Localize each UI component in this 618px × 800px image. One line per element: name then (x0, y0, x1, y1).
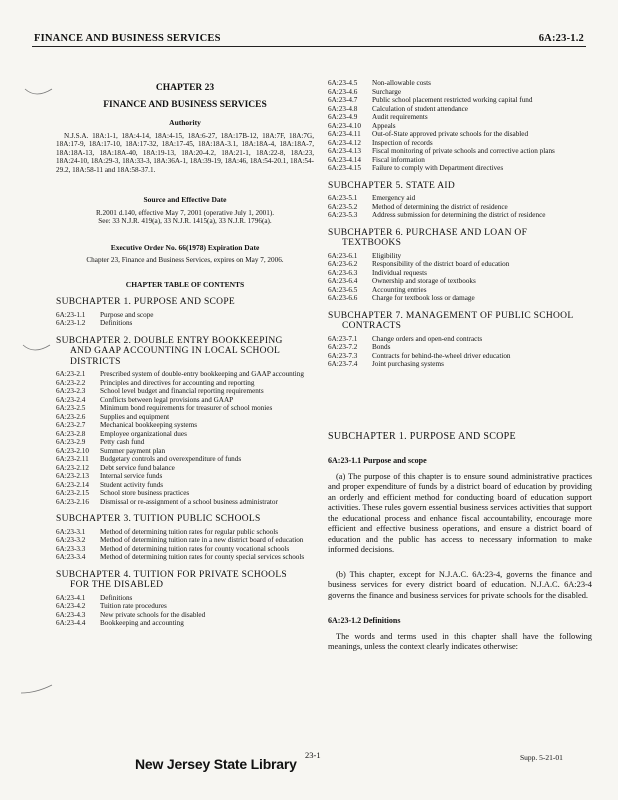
toc-entry (328, 164, 592, 173)
toc-entry-number: 6A:23-4.9 (328, 113, 358, 121)
source-heading: Source and Effective Date (143, 195, 227, 204)
subchapter-heading-line: CONTRACTS (342, 321, 402, 331)
toc-entry (328, 194, 592, 203)
toc-entry-number: 6A:23-7.4 (328, 360, 358, 368)
toc-entry-title: Individual requests (372, 268, 427, 277)
toc-entry-title: Summer payment plan (100, 446, 166, 455)
toc-entry (328, 156, 592, 165)
toc-entry (328, 96, 592, 105)
toc-entry-title: Prescribed system of double-entry bookkeeping and GAAP accounting (100, 370, 304, 378)
toc-entry-title: Purpose and scope (100, 310, 154, 319)
toc-entry-title: Budgetary controls and overexpenditure of funds (100, 455, 242, 463)
toc-entry-number: 6A:23-1.2 (56, 319, 86, 327)
toc-entry (56, 611, 314, 620)
toc-entry (56, 464, 314, 473)
toc-entry-number: 6A:23-7.2 (328, 343, 358, 351)
toc-entry (56, 602, 314, 611)
toc-entry (56, 370, 314, 379)
toc-entry-number: 6A:23-4.4 (56, 619, 86, 627)
margin-mark-3 (20, 684, 54, 696)
toc-entry-title: Non-allowable costs (372, 79, 431, 87)
toc-entry-title: Supplies and equipment (100, 412, 170, 421)
section-1-1-para-a: (a) The purpose of this chapter is to ensure sound administrative practices and proper expenditure of funds by a district board of education by providing an orderly and efficient method for conducting board of education support activities. These rules govern essential business services activities that support the educational process and enhance fiscal accountability, encourage more efficient and effective business operations, and ensure a district board of education and the public has access to necessary information to make informed decisions. (328, 471, 592, 554)
subchapter-heading (56, 570, 314, 591)
section-1-2-intro: The words and terms used in this chapter shall have the following meanings, unless the context clearly indicates otherwise: (328, 631, 592, 651)
toc-entry-number: 6A:23-3.2 (56, 536, 86, 544)
toc-entry-title: Student activity funds (100, 480, 164, 489)
toc-entry-title: Emergency aid (372, 194, 416, 202)
toc-entry-number: 6A:23-3.1 (56, 527, 86, 536)
toc-entry-number: 6A:23-4.15 (328, 164, 361, 172)
toc-entry-number: 6A:23-2.2 (56, 378, 86, 387)
toc-entry-title: Internal service funds (100, 472, 163, 480)
toc-entry (328, 203, 592, 212)
subchapter-heading-line: FOR THE DISABLED (70, 580, 164, 590)
toc-entry-title: Responsibility of the district board of education (372, 260, 510, 268)
toc-entry-number: 6A:23-4.1 (56, 593, 86, 602)
toc-entry-title: Out-of-State approved private schools for the disabled (372, 130, 529, 138)
subchapter-heading (56, 297, 314, 308)
subchapter-heading (56, 514, 314, 525)
toc-entry-title: Joint purchasing systems (372, 360, 444, 368)
toc-entry-number: 6A:23-4.12 (328, 138, 361, 147)
toc-entry (328, 260, 592, 269)
running-header-section: 6A:23-1.2 (538, 33, 584, 44)
toc-entry-title: Conflicts between legal provisions and GAAP (100, 395, 234, 404)
toc-entry-number: 6A:23-4.11 (328, 130, 361, 138)
toc-entry-number: 6A:23-6.6 (328, 294, 358, 302)
toc-entry-title: Tuition rate procedures (100, 602, 167, 610)
toc-entry-number: 6A:23-2.8 (56, 429, 86, 438)
section-1-1-title: 6A:23-1.1 Purpose and scope (328, 456, 427, 465)
margin-mark-2 (22, 342, 52, 356)
toc-entry (56, 528, 314, 537)
toc-entry-number: 6A:23-4.13 (328, 147, 361, 155)
toc-entry-title: Definitions (100, 593, 133, 602)
toc-entry (56, 553, 314, 562)
toc-entry-title: Employee organizational dues (100, 429, 187, 438)
toc-right-list (328, 181, 592, 369)
toc-entry-number: 6A:23-2.11 (56, 455, 89, 463)
section-1-2-title: 6A:23-1.2 Definitions (328, 616, 401, 625)
toc-entry-title: New private schools for the disabled (100, 610, 206, 619)
toc-entry-title: Dismissal or re-assignment of a school business administrator (100, 497, 278, 506)
toc-entry (56, 319, 314, 328)
toc-entry-title: Public school placement restricted working capital fund (372, 96, 533, 104)
toc-entry (328, 113, 592, 122)
header-rule (32, 46, 586, 47)
toc-entry-number: 6A:23-6.4 (328, 277, 358, 285)
toc-entry-title: Method of determining tuition rates for regular public schools (100, 527, 279, 536)
toc-entry-number: 6A:23-2.13 (56, 472, 89, 480)
toc-entry (56, 472, 314, 481)
body-subchapter-heading: SUBCHAPTER 1. PURPOSE AND SCOPE (328, 430, 516, 442)
subchapter-heading-line: SUBCHAPTER 7. MANAGEMENT OF PUBLIC SCHOOL (328, 310, 574, 321)
toc-entry-number: 6A:23-4.6 (328, 87, 358, 96)
toc-entry-number: 6A:23-2.16 (56, 497, 89, 506)
toc-entry-number: 6A:23-5.2 (328, 202, 358, 211)
toc-entry-title: Charge for textbook loss or damage (372, 294, 475, 302)
toc-entry-title: Accounting entries (372, 285, 427, 294)
source-line-2: See: 33 N.J.R. 419(a), 33 N.J.R. 1415(a), 33 N.J.R. 1796(a). (98, 217, 272, 225)
toc-entry (328, 130, 592, 139)
authority-text: N.J.S.A. 18A:1-1, 18A:4-14, 18A:4-15, 18A:6-27, 18A:17B-12, 18A:7F, 18A:7G, 18A:17-9, 18A:17-10, 18A:17-32, 18A:17-45, 18A:18A-3.1, 18A:18A-4, 18A:18A-7, 18A:18A-13, 18A:18A-40, 18A:19-13, 18A:20-4.2, 18A:21-1, 18A:22-8, 18A:23, 18A:24-10, 18A:29-3, 18A:33-3, 18A:36A-1, 18A:39-19, 18A:46, 18A:54-20.1, 18A:54-29.2, 18A:58-11 and 18A:58-37.1. (56, 131, 314, 174)
toc-entry-number: 6A:23-2.9 (56, 438, 86, 446)
toc-entry-number: 6A:23-5.1 (328, 194, 358, 202)
toc-entry-title: Mechanical bookkeeping systems (100, 421, 198, 429)
chapter-number: CHAPTER 23 (155, 83, 215, 93)
source-line-1: R.2001 d.140, effective May 7, 2001 (operative July 1, 2001). (95, 208, 275, 217)
toc-entry-number: 6A:23-3.3 (56, 544, 86, 553)
toc-entry (56, 489, 314, 498)
toc-entry-number: 6A:23-1.1 (56, 310, 86, 319)
toc-entry-title: Change orders and open-end contracts (372, 334, 483, 343)
toc-entry-number: 6A:23-4.7 (328, 96, 358, 104)
toc-entry-title: Minimum bond requirements for treasurer of school monies (100, 404, 273, 412)
subchapter-heading-line: SUBCHAPTER 3. TUITION PUBLIC SCHOOLS (56, 514, 261, 524)
toc-entry-number: 6A:23-6.5 (328, 285, 358, 294)
subchapter-heading-line: SUBCHAPTER 4. TUITION FOR PRIVATE SCHOOLS (56, 569, 288, 580)
section-1-1-para-b: (b) This chapter, except for N.J.A.C. 6A:23-4, governs the finance and business services for every district board of education. N.J.A.C. 6A:23-4 governs the finance and business services for private schools for the disabled. (328, 569, 592, 600)
toc-entry (56, 545, 314, 554)
toc-entry-title: Fiscal monitoring of private schools and corrective action plans (372, 147, 555, 155)
toc-entry-number: 6A:23-6.3 (328, 268, 358, 277)
toc-entry (328, 269, 592, 278)
toc-entry (56, 594, 314, 603)
toc-entry-title: Eligibility (372, 251, 402, 260)
toc-entry (328, 335, 592, 344)
toc-entry-number: 6A:23-6.1 (328, 251, 358, 260)
toc-entry-title: Bookkeeping and accounting (100, 619, 184, 627)
authority-heading: Authority (169, 118, 201, 127)
toc-entry (56, 481, 314, 490)
left-column (56, 80, 314, 628)
toc-entry (328, 352, 592, 361)
toc-entry (328, 277, 592, 286)
toc-entry-number: 6A:23-2.12 (56, 463, 89, 472)
toc-entry-title: School store business practices (100, 489, 190, 497)
toc-entry (56, 311, 314, 320)
toc-entry (56, 387, 314, 396)
toc-entry-title: School level budget and financial reporting requirements (100, 387, 264, 395)
subchapter-heading (328, 228, 592, 249)
toc-entry-title: Method of determining tuition rates for county vocational schools (100, 544, 290, 553)
toc-entry-number: 6A:23-4.14 (328, 155, 361, 164)
toc-entry (328, 343, 592, 352)
toc-entry-number: 6A:23-2.15 (56, 489, 89, 497)
toc-entry-title: Ownership and storage of textbooks (372, 277, 476, 285)
toc-entry (56, 498, 314, 507)
toc-entry (56, 430, 314, 439)
subchapter-heading (328, 181, 592, 192)
subchapter-heading-line: SUBCHAPTER 6. PURCHASE AND LOAN OF (328, 227, 528, 238)
toc-entry-title: Method of determining the district of residence (372, 202, 508, 211)
toc-entry (328, 211, 592, 220)
page-number: 23-1 (305, 750, 321, 760)
toc-entry-number: 6A:23-2.7 (56, 421, 86, 429)
toc-entry (56, 536, 314, 545)
toc-entry-title: Calculation of student attendance (372, 104, 468, 113)
toc-entry (56, 396, 314, 405)
executive-order-heading: Executive Order No. 66(1978) Expiration Date (110, 242, 260, 252)
toc-entry-title: Bonds (372, 343, 391, 351)
subchapter-heading (328, 311, 592, 332)
subchapter-heading-line: DISTRICTS (70, 356, 121, 367)
subchapter-heading-line: SUBCHAPTER 2. DOUBLE ENTRY BOOKKEEPING (56, 335, 283, 346)
toc-entry (328, 139, 592, 148)
toc-entry-title: Contracts for behind-the-wheel driver education (372, 351, 511, 360)
toc-entry-number: 6A:23-7.1 (328, 334, 358, 343)
toc-entry-number: 6A:23-4.2 (56, 602, 86, 610)
toc-entry-number: 6A:23-3.4 (56, 553, 86, 561)
toc-entry-title: Appeals (372, 121, 396, 130)
toc-entry (328, 105, 592, 114)
toc-entry-title: Petty cash fund (100, 438, 145, 446)
subchapter-heading-line: AND GAAP ACCOUNTING IN LOCAL SCHOOL (70, 346, 281, 356)
toc-entry-number: 6A:23-2.1 (56, 370, 86, 378)
toc-entry (328, 360, 592, 369)
toc-entry-title: Debt service fund balance (100, 463, 175, 472)
toc-entry-number: 6A:23-5.3 (328, 211, 358, 219)
toc-entry-title: Method of determining tuition rates for county special services schools (100, 553, 305, 561)
toc-entry (328, 286, 592, 295)
toc-entry-title: Audit requirements (372, 113, 428, 121)
toc-entry (328, 147, 592, 156)
toc-entry-number: 6A:23-4.8 (328, 104, 358, 113)
toc-entry (328, 294, 592, 303)
toc-heading: CHAPTER TABLE OF CONTENTS (125, 279, 245, 289)
chapter-title: FINANCE AND BUSINESS SERVICES (103, 99, 267, 110)
toc-entry-number: 6A:23-2.3 (56, 387, 86, 395)
subchapter-heading (56, 336, 314, 368)
toc-entry-number: 6A:23-4.3 (56, 610, 86, 619)
margin-mark-1 (24, 86, 54, 100)
toc-entry-title: Failure to comply with Department directives (372, 164, 504, 172)
toc-entry-number: 6A:23-4.10 (328, 121, 361, 130)
toc-entry-number: 6A:23-7.3 (328, 351, 358, 360)
subchapter-heading-line: SUBCHAPTER 1. PURPOSE AND SCOPE (56, 297, 236, 307)
running-header-title: FINANCE AND BUSINESS SERVICES (34, 33, 221, 44)
toc-entry-number: 6A:23-2.4 (56, 395, 86, 404)
toc-entry-number: 6A:23-4.5 (328, 79, 358, 87)
library-stamp: New Jersey State Library (135, 756, 297, 772)
toc-entry-title: Method of determining tuition rate in a new district board of education (100, 536, 304, 544)
toc-entry (56, 421, 314, 430)
toc-entry-title: Definitions (100, 319, 133, 327)
toc-entry-title: Surcharge (372, 87, 402, 96)
toc-entry (56, 438, 314, 447)
toc-entry-title: Fiscal information (372, 155, 425, 164)
toc-entry (56, 455, 314, 464)
subchapter-heading-line: TEXTBOOKS (342, 238, 402, 248)
toc-entry-title: Inspection of records (372, 138, 433, 147)
toc-entry (328, 79, 592, 88)
toc-entry (56, 619, 314, 628)
toc-entry-title: Address submission for determining the district of residence (372, 211, 546, 219)
toc-entry (56, 379, 314, 388)
toc-entry (328, 252, 592, 261)
toc-entry-number: 6A:23-2.6 (56, 412, 86, 421)
toc-entry (56, 413, 314, 422)
toc-entry-number: 6A:23-6.2 (328, 260, 358, 268)
toc-entry-title: Principles and directives for accounting and reporting (100, 378, 255, 387)
supplement-date: Supp. 5-21-01 (520, 753, 563, 762)
toc-entry-number: 6A:23-2.14 (56, 480, 89, 489)
subchapter-heading-line: SUBCHAPTER 5. STATE AID (328, 180, 456, 191)
toc-right-continued (328, 79, 592, 173)
right-column (328, 79, 592, 661)
toc-entry-number: 6A:23-2.10 (56, 446, 89, 455)
toc-left-list (56, 297, 314, 628)
toc-entry (328, 88, 592, 97)
toc-entry (56, 404, 314, 413)
toc-entry (56, 447, 314, 456)
toc-entry-number: 6A:23-2.5 (56, 404, 86, 412)
toc-entry (328, 122, 592, 131)
executive-order-text: Chapter 23, Finance and Business Services, expires on May 7, 2006. (86, 256, 284, 264)
